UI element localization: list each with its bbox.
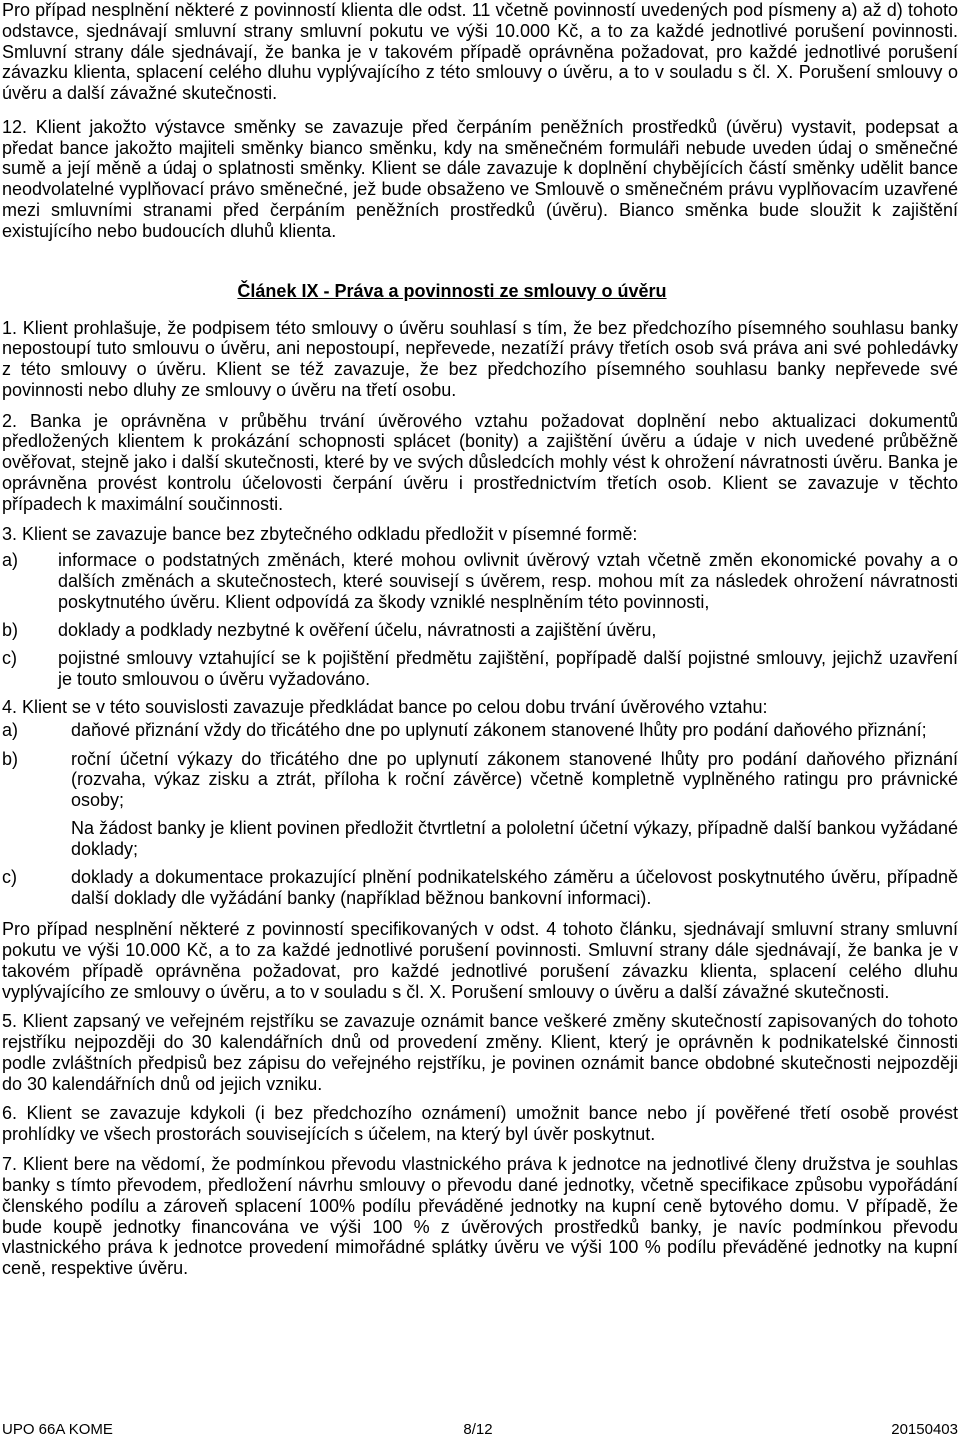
list-item-text: pojistné smlouvy vztahující se k pojištění předmětu zajištění, popřípadě další pojistné smlouvy, jejichž uzavření je touto smlouvou o úvěru vyžadováno. [58,648,958,689]
clause-4 [2,697,958,1003]
list-item [2,620,958,641]
list-item [2,648,958,690]
article-heading-text: Článek IX - Práva a povinnosti ze smlouvy o úvěru [237,281,667,302]
list-item-text: doklady a dokumentace prokazující plnění podnikatelského záměru a účelovost poskytnutého úvěru, případně další doklady dle vyžádání banky (například běžnou bankovní informaci). [71,867,958,908]
list-item-label: a) [2,719,19,740]
list-item-label: a) [2,550,19,570]
list-item-label: b) [2,619,19,640]
penalty-paragraph: Pro případ nesplnění některé z povinností klienta dle odst. 11 včetně povinností uvedených pod písmeny a) až d) tohoto odstavce, sjednávají smluvní strany smluvní pokutu ve výši 10.000 Kč, a to za každé jednotlivé porušení povinnosti. Smluvní strany dále sjednávají, že banka je v takovém případě oprávněna požadovat, pro každé jednotlivé porušení závazku klienta, splacení celého dluhu vyplývajícího z této smlouvy o úvěru, a to v souladu s čl. X. Porušení smlouvy o úvěru a další závažné skutečnosti. [2,0,958,103]
clause-3 [2,524,958,689]
list-item-label: b) [2,748,19,769]
list-item-text: doklady a podklady nezbytné k ověření účelu, návratnosti a zajištění úvěru, [58,619,657,640]
list-item-label: c) [2,867,17,888]
list-item [2,550,958,612]
clause-5-paragraph: 5. Klient zapsaný ve veřejném rejstříku se zavazuje oznámit bance veškeré změny skutečností zapisovaných do tohoto rejstříku nejpozději do 30 kalendářních dnů od provedení změny. Klient, který je oprávněn k podnikatelské činnosti podle zvláštních předpisů bez zápisu do veřejného rejstříku, je povinen oznámit bance obdobné skutečnosti nejpozději do 30 kalendářních dnů od jejich vzniku. [2,1011,958,1094]
clause-4-penalty-paragraph: Pro případ nesplnění některé z povinností specifikovaných v odst. 4 tohoto článku, sjednávají smluvní strany smluvní pokutu ve výši 10.000 Kč, a to za každé jednotlivé porušení povinnosti. Smluvní strany dále sjednávají, že banka je v takovém případě oprávněna požadovat, pro každé jednotlivé porušení závazku klienta, splacení celého dluhu vyplývajícího ze smlouvy o úvěru, a to v souladu s čl. X. Porušení smlouvy o úvěru a další závažné skutečnosti. [2,919,958,1002]
clause-7-paragraph: 7. Klient bere na vědomí, že podmínkou převodu vlastnického práva k jednotce na jednotlivé členy družstva je souhlas banky s tímto převodem, předložení návrhu smlouvy o převodu dané jednotky, včetně specifikace způsobu vypořádání členského podílu a zároveň splacení 100% podílu převáděné jednotky na kupní ceně bytového domu. V případě, že bude koupě jednotky financována ve výši 100 % z úvěrových prostředků banky, je navíc podmínkou převodu vlastnického práva k jednotce provedení mimořádné splátky úvěru ve výši 100 % podílu převáděné jednotky na kupní ceně, respektive úvěru. [2,1154,958,1278]
clause-12-paragraph: 12. Klient jakožto výstavce směnky se zavazuje před čerpáním peněžních prostředků (úvěru) vystavit, podepsat a předat bance jakožto majiteli směnky bianco směnku, kdy na směnečném formuláři nebude uveden údaj o směnečné sumě a její měně a údaj o splatnosti směnky. Klient se dále zavazuje k doplnění chybějících částí směnky udělit bance neodvolatelné vyplňovací právo směnečné, jež bude obsaženo ve Smlouvě o směnečném právu vyplňovacím uzavřené mezi smluvními stranami před čerpáním peněžních prostředků (úvěru). Bianco směnka bude sloužit k zajištění existujícího nebo budoucích dluhů klienta. [2,116,958,241]
document-date: 20150403 [891,1421,958,1438]
document-body [2,0,958,1279]
list-item-text: daňové přiznání vždy do třicátého dne po uplynutí zákonem stanovené lhůty pro podání daňového přiznání; [71,719,927,740]
page-number: 8/12 [463,1421,493,1438]
list-item [2,749,958,811]
clause-4-intro: 4. Klient se v této souvislosti zavazuje předkládat bance po celou dobu trvání úvěrového vztahu: [2,696,768,717]
list-item-text: roční účetní výkazy do třicátého dne po uplynutí zákonem stanovené lhůty pro podání daňového přiznání (rozvaha, výkaz zisku a ztrát, příloha k roční závěrce) včetně kompletně vyplněného ratingu pro právnické osoby; [71,748,958,810]
article-heading [2,281,958,302]
clause-2-paragraph: 2. Banka je oprávněna v průběhu trvání úvěrového vztahu požadovat doplnění nebo aktualizaci dokumentů předložených klientem k prokázání schopnosti splácet (bonity) a zajištění úvěru a údaje v nich uvedené průběžně ověřovat, stejně jako i další skutečnosti, které by ve svých důsledcích mohly vést k ohrožení návratnosti úvěru. Banka je oprávněna provést kontrolu účelovosti čerpání úvěru i prostřednictvím třetích osob. Klient se zavazuje v těchto případech k maximální součinnosti. [2,410,958,514]
list-item [2,720,958,741]
list-item-text: informace o podstatných změnách, které mohou ovlivnit úvěrový vztah včetně změn ekonomické povahy a o dalších změnách a skutečnostech, které souvisejí s úvěrem, resp. mohou mít za následek ohrožení návratnosti poskytnutého úvěru. Klient odpovídá za škody vzniklé nesplněním této povinnosti, [58,550,958,612]
clause-3-intro: 3. Klient se zavazuje bance bez zbytečného odkladu předložit v písemné formě: [2,524,638,545]
list-item-note: Na žádost banky je klient povinen předložit čtvrtletní a pololetní účetní výkazy, případně další bankou vyžádané doklady; [71,818,958,859]
list-item [2,867,958,909]
page-footer [0,1421,960,1439]
document-code: UPO 66A KOME [2,1421,113,1438]
clause-6-paragraph: 6. Klient se zavazuje kdykoli (i bez předchozího oznámení) umožnit bance nebo jí pověřené třetí osobě provést prohlídky ve všech prostorách souvisejících s účelem, na který byl úvěr poskytnut. [2,1103,958,1144]
clause-1-paragraph: 1. Klient prohlašuje, že podpisem této smlouvy o úvěru souhlasí s tím, že bez předchozího písemného souhlasu banky nepostoupí tuto smlouvu o úvěru, ani nepostoupí, nepřevede, nezatíží právy třetích osob svá práva ani své pohledávky z této smlouvy o úvěru. Klient se též zavazuje, že bez předchozího písemného souhlasu banky nepřevede své povinnosti nebo dluhy ze smlouvy o úvěru na třetí osobu. [2,317,958,400]
list-item-label: c) [2,648,17,668]
